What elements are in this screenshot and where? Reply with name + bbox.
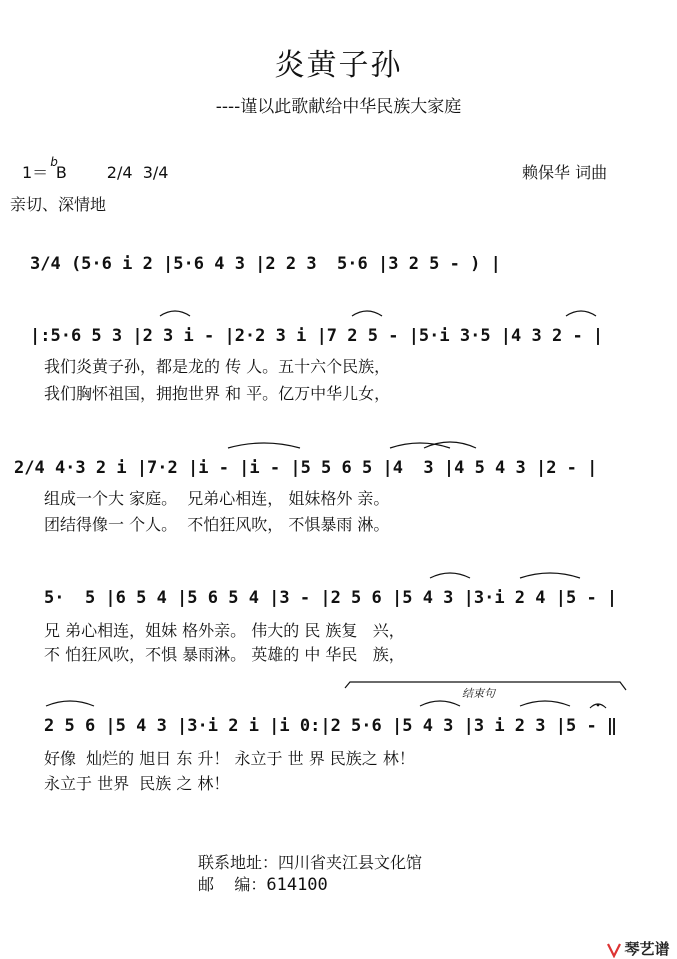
time-signatures: 2/4 3/4 [106, 163, 169, 182]
slur-mark [424, 442, 476, 448]
notation-line-2: |:5·6 5 3 |2 3 i - |2·2 3 i |7 2 5 - |5·i 3·5 |4 3 2 - | [30, 326, 604, 346]
slur-mark [520, 573, 580, 578]
postal-code: 614100 [266, 875, 328, 895]
postal-label: 邮 编： [198, 875, 267, 894]
slur-mark [46, 701, 94, 706]
key-note: B [55, 163, 67, 182]
slur-mark [520, 701, 570, 706]
notation-line-1: 3/4 (5·6 i 2 |5·6 4 3 |2 2 3 5·6 |3 2 5 - ) | [30, 254, 501, 274]
notation-line-3: 2/4 4·3 2 i |7·2 |i - |i - |5 5 6 5 |4 3 |4 5 4 3 |2 - | [14, 458, 598, 478]
contact-address-row [198, 850, 422, 873]
notation-line-4: 5· 5 |6 5 4 |5 6 5 4 |3 - |2 5 6 |5 4 3 |3·i 2 4 |5 - | [44, 588, 618, 608]
song-title: 炎黄子孙 [274, 48, 403, 83]
author-credit: 赖保华 词曲 [522, 163, 608, 182]
lyric-line-2b: 我们胸怀祖国，拥抱世界 和 平。亿万中华儿女， [44, 384, 391, 403]
slur-mark [566, 311, 596, 316]
ending-bracket [345, 682, 626, 690]
song-subtitle: ----谨以此歌献给中华民族大家庭 [215, 97, 462, 117]
contact-postal-row [198, 872, 328, 895]
brand-watermark [596, 920, 669, 959]
address-value: 四川省夹江县文化馆 [278, 853, 423, 872]
brand-logo-icon [606, 942, 622, 958]
lyric-line-3b: 团结得像一 个人。 不怕狂风吹， 不惧暴雨 淋。 [44, 515, 390, 534]
slur-mark [430, 573, 470, 578]
lyric-line-4b: 不 怕狂风吹，不惧 暴雨淋。 英雄的 中 华民 族， [44, 645, 405, 664]
slur-mark [160, 311, 190, 316]
slur-mark [420, 701, 460, 706]
address-label: 联系地址： [198, 853, 279, 872]
fermata-dot [597, 704, 600, 707]
flat-sign: b [50, 155, 58, 169]
slur-mark [390, 443, 450, 448]
lyric-line-5a: 好像 灿烂的 旭日 东 升！ 永立于 世 界 民族之 林！ [44, 749, 415, 768]
ending-label: 结束句 [462, 687, 495, 700]
tie-mark [228, 443, 300, 448]
notation-line-5: 2 5 6 |5 4 3 |3·i 2 i |i 0:|2 5·6 |5 4 3 |3 i 2 3 |5 - ‖ [44, 716, 618, 736]
lyric-line-4a: 兄 弟心相连，姐妹 格外亲。 伟大的 民 族复 兴， [44, 621, 405, 640]
key-prefix: 1＝ [22, 163, 49, 182]
expression-mark: 亲切、深情地 [10, 195, 107, 214]
lyric-line-2a: 我们炎黄子孙，都是龙的 传 人。五十六个民族， [44, 357, 391, 376]
brand-name: 琴艺谱 [624, 940, 670, 958]
lyric-line-3a: 组成一个大 家庭。 兄弟心相连， 姐妹格外 亲。 [44, 489, 390, 508]
lyric-line-5b: 永立于 世界 民族 之 林！ [44, 774, 230, 793]
slur-mark [352, 311, 382, 316]
